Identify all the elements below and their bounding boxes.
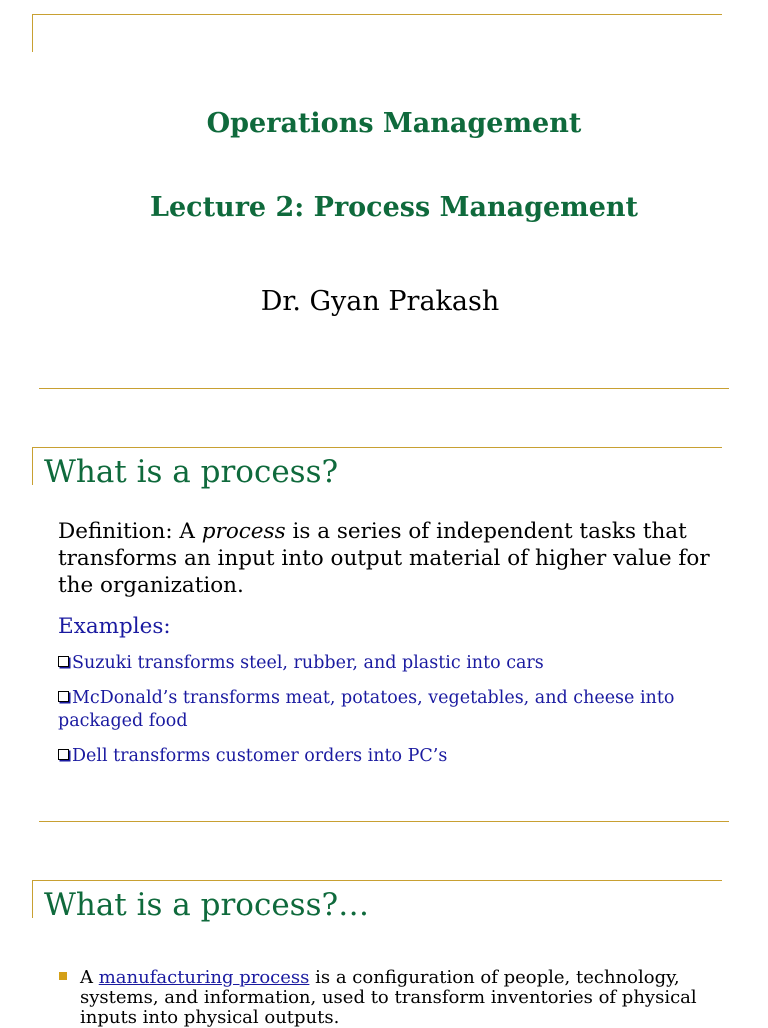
slide-2-heading: What is a process? — [44, 454, 339, 490]
slide-1-title: Operations Management — [206, 108, 582, 139]
slide-2-top-border — [32, 447, 722, 448]
slide-1-top-border — [32, 14, 722, 15]
examples-label: Examples: — [58, 614, 171, 639]
slide-3-top-border — [32, 880, 722, 881]
definition-term: process — [201, 519, 286, 544]
definition-suffix: is a series of independent tasks that transforms an input into output material of higher value for the organization. — [58, 519, 710, 598]
square-bullet-icon — [59, 972, 67, 980]
slide-2-bottom-divider — [39, 821, 729, 822]
checkbox-bullet-icon — [58, 656, 69, 667]
definition-prefix: Definition: A — [58, 519, 202, 544]
process-definition — [58, 518, 738, 599]
manufacturing-process-link[interactable]: manufacturing process — [98, 967, 310, 988]
slide-1-bottom-divider — [39, 388, 729, 389]
slide-3-heading: What is a process?… — [44, 887, 370, 923]
manufacturing-process-bullet: A manufacturing process is a configuration of people, technology, systems, and information, used to transform inventories of physical inputs into physical outputs. — [80, 967, 697, 1028]
slide-1-left-border — [32, 14, 33, 52]
slide-1-subtitle: Lecture 2: Process Management — [149, 192, 639, 223]
list-item: Dell transforms customer orders into PC’s — [58, 745, 718, 768]
list-item: Suzuki transforms steel, rubber, and plastic into cars — [58, 652, 718, 675]
slide-2-left-border — [32, 447, 33, 485]
checkbox-bullet-icon — [58, 749, 69, 760]
checkbox-bullet-icon — [58, 691, 69, 702]
slide-1-author: Dr. Gyan Prakash — [260, 286, 500, 317]
slide-3-left-border — [32, 880, 33, 918]
list-item: McDonald’s transforms meat, potatoes, vegetables, and cheese into packaged food — [58, 688, 675, 731]
